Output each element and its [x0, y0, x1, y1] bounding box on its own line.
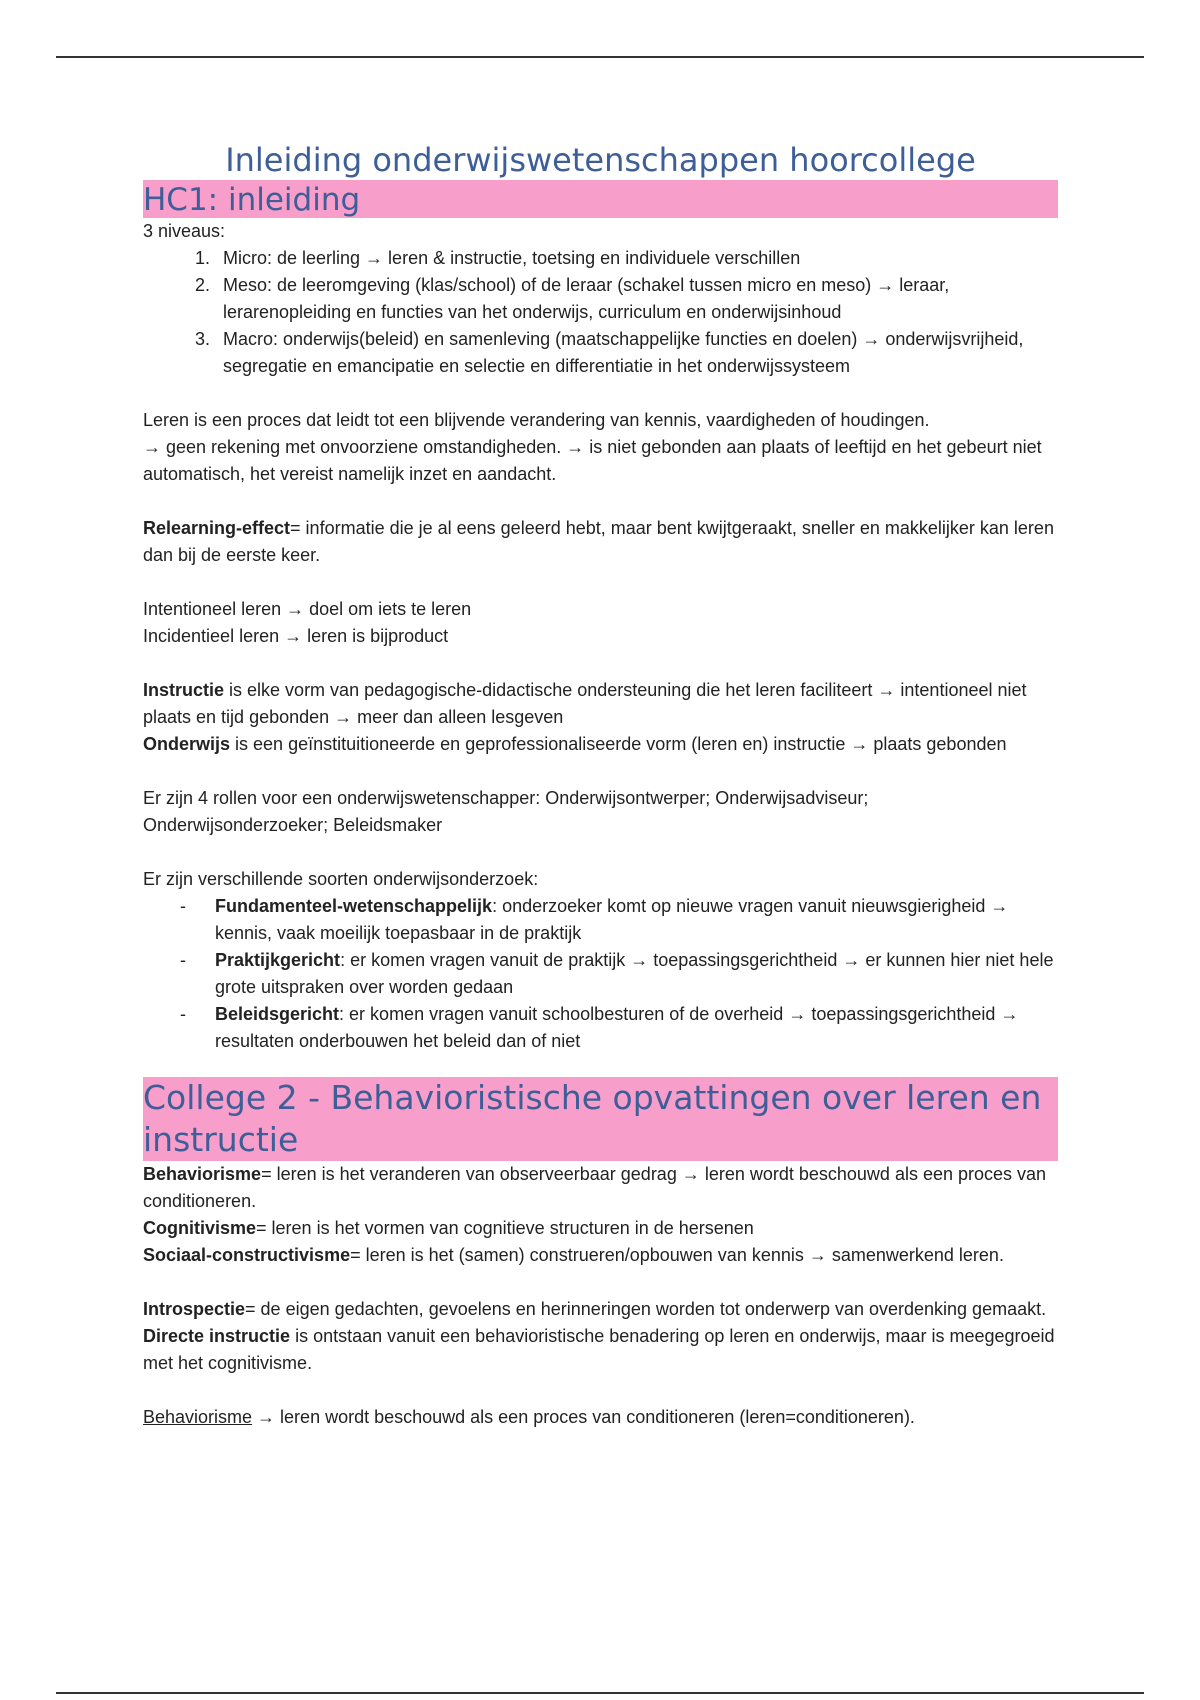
paragraph-sociaal-constructivisme — [143, 1242, 1058, 1269]
leren-notes: → geen rekening met onvoorziene omstandigheden. → is niet gebonden aan plaats of leeftijd en het gebeurt niet automatisch, het vereist namelijk inzet en aandacht. — [143, 437, 1042, 484]
list-item — [180, 893, 1058, 947]
def-behaviorisme: = leren is het veranderen van observeerbaar gedrag → leren wordt beschouwd als een proces van conditioneren. — [143, 1164, 1047, 1211]
niveaus-list — [143, 245, 1058, 380]
term-behaviorisme: Behaviorisme — [143, 1164, 262, 1184]
leren-definition: Leren is een proces dat leidt tot een blijvende verandering van kennis, vaardigheden of houdingen. — [143, 410, 930, 430]
term-fundamenteel: Fundamenteel-wetenschappelijk — [215, 896, 493, 916]
paragraph-rollen: Er zijn 4 rollen voor een onderwijswetenschapper: Onderwijsontwerper; Onderwijsadviseur; Onderwijsonderzoeker; Beleidsmaker — [143, 788, 869, 835]
paragraph-relearning — [143, 515, 1058, 569]
niveaus-intro: 3 niveaus: — [143, 221, 226, 241]
term-instructie: Instructie — [143, 680, 225, 700]
document-page — [143, 140, 1058, 1431]
def-instructie: is elke vorm van pedagogische-didactische ondersteuning die het leren faciliteert → intentioneel niet plaats en tijd gebonden → meer dan alleen lesgeven — [143, 680, 1027, 727]
term-directe-instructie: Directe instructie — [143, 1326, 291, 1346]
paragraph-onderwijs — [143, 731, 1058, 758]
soorten-list — [143, 893, 1058, 1055]
header-rule — [56, 56, 1144, 58]
def-praktijkgericht: : er komen vragen vanuit de praktijk → toepassingsgerichtheid → er kunnen hier niet hele grote uitspraken over worden gedaan — [215, 950, 1054, 997]
term-cognitivisme: Cognitivisme — [143, 1218, 257, 1238]
bullet-dash: - — [180, 896, 186, 916]
def-behaviorisme-2: → leren wordt beschouwd als een proces van conditioneren (leren=conditioneren). — [252, 1407, 915, 1427]
paragraph-introspectie — [143, 1296, 1058, 1323]
incidenteel-leren: Incidentieel leren → leren is bijproduct — [143, 626, 449, 646]
list-item: 2. Meso: de leeromgeving (klas/school) of de leraar (schakel tussen micro en meso) → leraar, lerarenopleiding en functies van het onderwijs, curriculum en onderwijsinhoud — [215, 272, 1058, 326]
def-fundamenteel: : onderzoeker komt op nieuwe vragen vanuit nieuwsgierigheid → kennis, vaak moeilijk toepasbaar in de praktijk — [215, 896, 1009, 943]
term-praktijkgericht: Praktijkgericht — [215, 950, 341, 970]
def-directe-instructie: is ontstaan vanuit een behavioristische benadering op leren en onderwijs, maar is meegegroeid met het cognitivisme. — [143, 1326, 1055, 1373]
term-onderwijs: Onderwijs — [143, 734, 231, 754]
paragraph-leren — [143, 407, 1058, 488]
paragraph-directe-instructie — [143, 1323, 1058, 1377]
paragraph-behaviorisme-2 — [143, 1404, 1058, 1431]
document-title: Inleiding onderwijswetenschappen hoorcollege — [225, 141, 976, 179]
def-cognitivisme: = leren is het vormen van cognitieve structuren in de hersenen — [256, 1218, 754, 1238]
bullet-dash: - — [180, 1004, 186, 1024]
paragraph-instructie — [143, 677, 1058, 731]
list-item: 3. Macro: onderwijs(beleid) en samenleving (maatschappelijke functies en doelen) → onderwijsvrijheid, segregatie en emancipatie en selectie en differentiatie in het onderwijssysteem — [215, 326, 1058, 380]
section-heading-hc1: HC1: inleiding — [143, 180, 1058, 218]
intentioneel-leren: Intentioneel leren → doel om iets te leren — [143, 599, 472, 619]
paragraph-behaviorisme — [143, 1161, 1058, 1215]
def-sociaal-constructivisme: = leren is het (samen) construeren/opbouwen van kennis → samenwerkend leren. — [350, 1245, 1004, 1265]
def-beleidsgericht: : er komen vragen vanuit schoolbesturen of de overheid → toepassingsgerichtheid → resultaten onderbouwen het beleid dan of niet — [215, 1004, 1019, 1051]
list-item — [180, 947, 1058, 1001]
bullet-dash: - — [180, 950, 186, 970]
list-item — [180, 1001, 1058, 1055]
term-beleidsgericht: Beleidsgericht — [215, 1004, 340, 1024]
def-onderwijs: is een geïnstituitioneerde en geprofessionaliseerde vorm (leren en) instructie → plaats gebonden — [230, 734, 1007, 754]
def-relearning: = informatie die je al eens geleerd hebt, maar bent kwijtgeraakt, sneller en makkelijker kan leren dan bij de eerste keer. — [143, 518, 1054, 565]
section-heading-college2: College 2 - Behavioristische opvattingen over leren en instructie — [143, 1077, 1058, 1161]
term-behaviorisme-underlined: Behaviorisme — [143, 1407, 253, 1427]
footer-rule — [56, 1692, 1144, 1694]
paragraph-cognitivisme — [143, 1215, 1058, 1242]
term-introspectie: Introspectie — [143, 1299, 246, 1319]
list-item: 1. Micro: de leerling → leren & instructie, toetsing en individuele verschillen — [215, 245, 1058, 272]
paragraph-leren-types — [143, 596, 1058, 650]
term-relearning: Relearning-effect — [143, 518, 291, 538]
soorten-intro: Er zijn verschillende soorten onderwijsonderzoek: — [143, 869, 539, 889]
def-introspectie: = de eigen gedachten, gevoelens en herinneringen worden tot onderwerp van overdenking gemaakt. — [245, 1299, 1047, 1319]
term-sociaal-constructivisme: Sociaal-constructivisme — [143, 1245, 351, 1265]
